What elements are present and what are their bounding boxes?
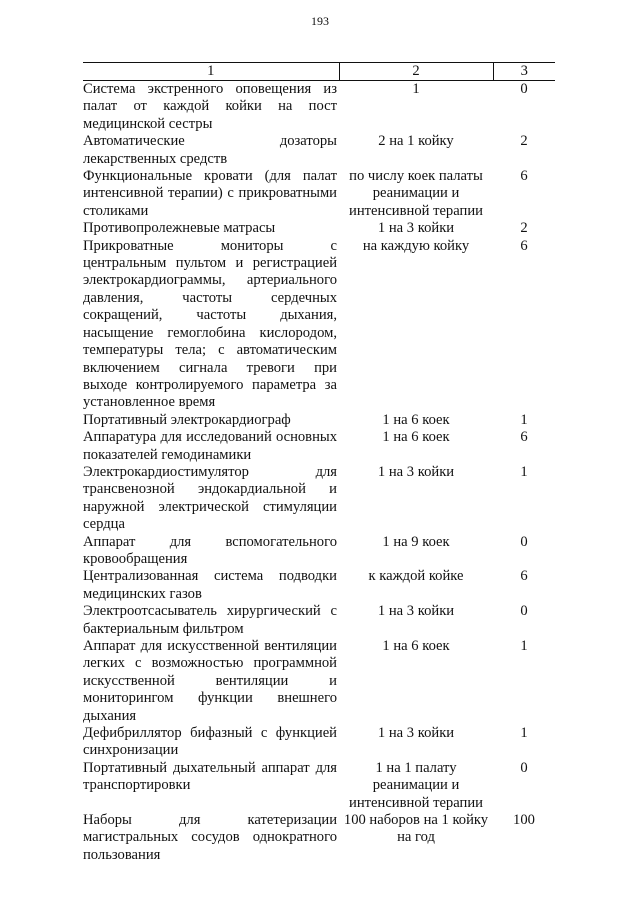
column-header-2: 2	[339, 63, 493, 81]
equipment-quantity-norm: по числу коек палаты реанимации и интенсивной терапии	[349, 168, 483, 219]
equipment-count: 0	[520, 81, 528, 97]
equipment-count: 1	[520, 411, 528, 428]
equipment-name: Портативный электрокардиограф	[83, 411, 291, 428]
equipment-name: Противопролежневые матрасы	[83, 220, 276, 237]
equipment-name: Функциональные кровати (для палат интенсивной терапии) с прикроватными столиками	[83, 168, 337, 219]
equipment-quantity-norm: 1 на 9 коек	[382, 533, 450, 550]
equipment-quantity-norm: 2 на 1 койку	[378, 133, 454, 150]
table-row	[83, 638, 555, 725]
equipment-count: 1	[520, 638, 528, 654]
equipment-quantity-norm: 1 на 3 койки	[377, 220, 455, 237]
equipment-name: Наборы для катетеризации магистральных сосудов однократного пользования	[83, 812, 337, 863]
equipment-count: 6	[520, 168, 528, 185]
equipment-name: Портативный дыхательный аппарат для транспортировки	[83, 759, 337, 794]
table-row	[83, 168, 555, 220]
equipment-quantity-norm: 1 на 6 коек	[382, 429, 450, 446]
table-header	[83, 63, 555, 81]
equipment-count: 100	[513, 812, 535, 829]
equipment-name: Прикроватные мониторы с центральным пультом и регистрацией электрокардиограммы, артериального давления, частоты сердечных сокращений, частоты дыхания, насыщение гемоглобина кислородом, температуры тела; с автоматическим включением сигнала тревоги при выходе контролируемого параметра за установленное время	[83, 237, 337, 411]
column-header-1: 1	[83, 63, 339, 81]
table-row	[83, 603, 555, 638]
table-body	[83, 81, 555, 865]
equipment-quantity-norm: 1 на 6 коек	[382, 638, 450, 654]
equipment-table	[83, 62, 555, 864]
equipment-name: Аппарат для вспомогательного кровообращения	[83, 533, 337, 567]
equipment-quantity-norm: 1	[412, 81, 420, 97]
equipment-count: 1	[520, 725, 528, 742]
equipment-name: Электрокардиостимулятор для трансвенозной эндокардиальной и наружной электрической стимуляции сердца	[83, 463, 337, 533]
equipment-name: Централизованная система подводки медицинских газов	[83, 568, 337, 602]
equipment-name: Автоматические дозаторы лекарственных средств	[83, 133, 337, 167]
equipment-count: 0	[520, 533, 528, 550]
equipment-count: 6	[520, 237, 528, 254]
equipment-count: 6	[520, 429, 528, 446]
table-row	[83, 760, 555, 812]
table-row	[83, 412, 555, 429]
equipment-quantity-norm: 1 на 6 коек	[382, 411, 450, 428]
table-row	[83, 429, 555, 464]
equipment-quantity-norm: 1 на 3 койки	[377, 603, 455, 620]
equipment-quantity-norm: на каждую койку	[362, 237, 470, 254]
table-row	[83, 568, 555, 603]
equipment-name: Аппарат для искусственной вентиляции легких с возможностью программной искусственной вентиляции и мониторингом функции внешнего дыхания	[83, 638, 337, 724]
equipment-name: Дефибриллятор бифазный с функцией синхронизации	[83, 725, 337, 759]
equipment-name: Электроотсасыватель хирургический с бактериальным фильтром	[83, 603, 337, 637]
table-row	[83, 238, 555, 412]
table-row	[83, 81, 555, 134]
equipment-quantity-norm: 100 наборов на 1 койку на год	[343, 812, 489, 846]
equipment-count: 1	[520, 463, 528, 480]
equipment-name: Система экстренного оповещения из палат от каждой койки на пост медицинской сестры	[83, 81, 337, 132]
table-row	[83, 725, 555, 760]
equipment-count: 6	[520, 568, 528, 585]
equipment-quantity-norm: к каждой койке	[368, 568, 464, 585]
page-number: 193	[311, 14, 329, 28]
equipment-quantity-norm: 1 на 3 койки	[377, 725, 455, 742]
table-row	[83, 220, 555, 237]
equipment-count: 2	[520, 133, 528, 150]
equipment-quantity-norm: 1 на 1 палату реанимации и интенсивной терапии	[349, 759, 483, 811]
equipment-count: 2	[520, 220, 528, 237]
equipment-count: 0	[520, 759, 528, 776]
equipment-count: 0	[520, 603, 528, 620]
table-row	[83, 812, 555, 864]
equipment-quantity-norm: 1 на 3 койки	[377, 463, 455, 480]
column-header-3: 3	[493, 63, 555, 81]
equipment-name: Аппаратура для исследований основных показателей гемодинамики	[83, 429, 337, 463]
table-row	[83, 133, 555, 168]
table-row	[83, 464, 555, 534]
table-row	[83, 534, 555, 569]
